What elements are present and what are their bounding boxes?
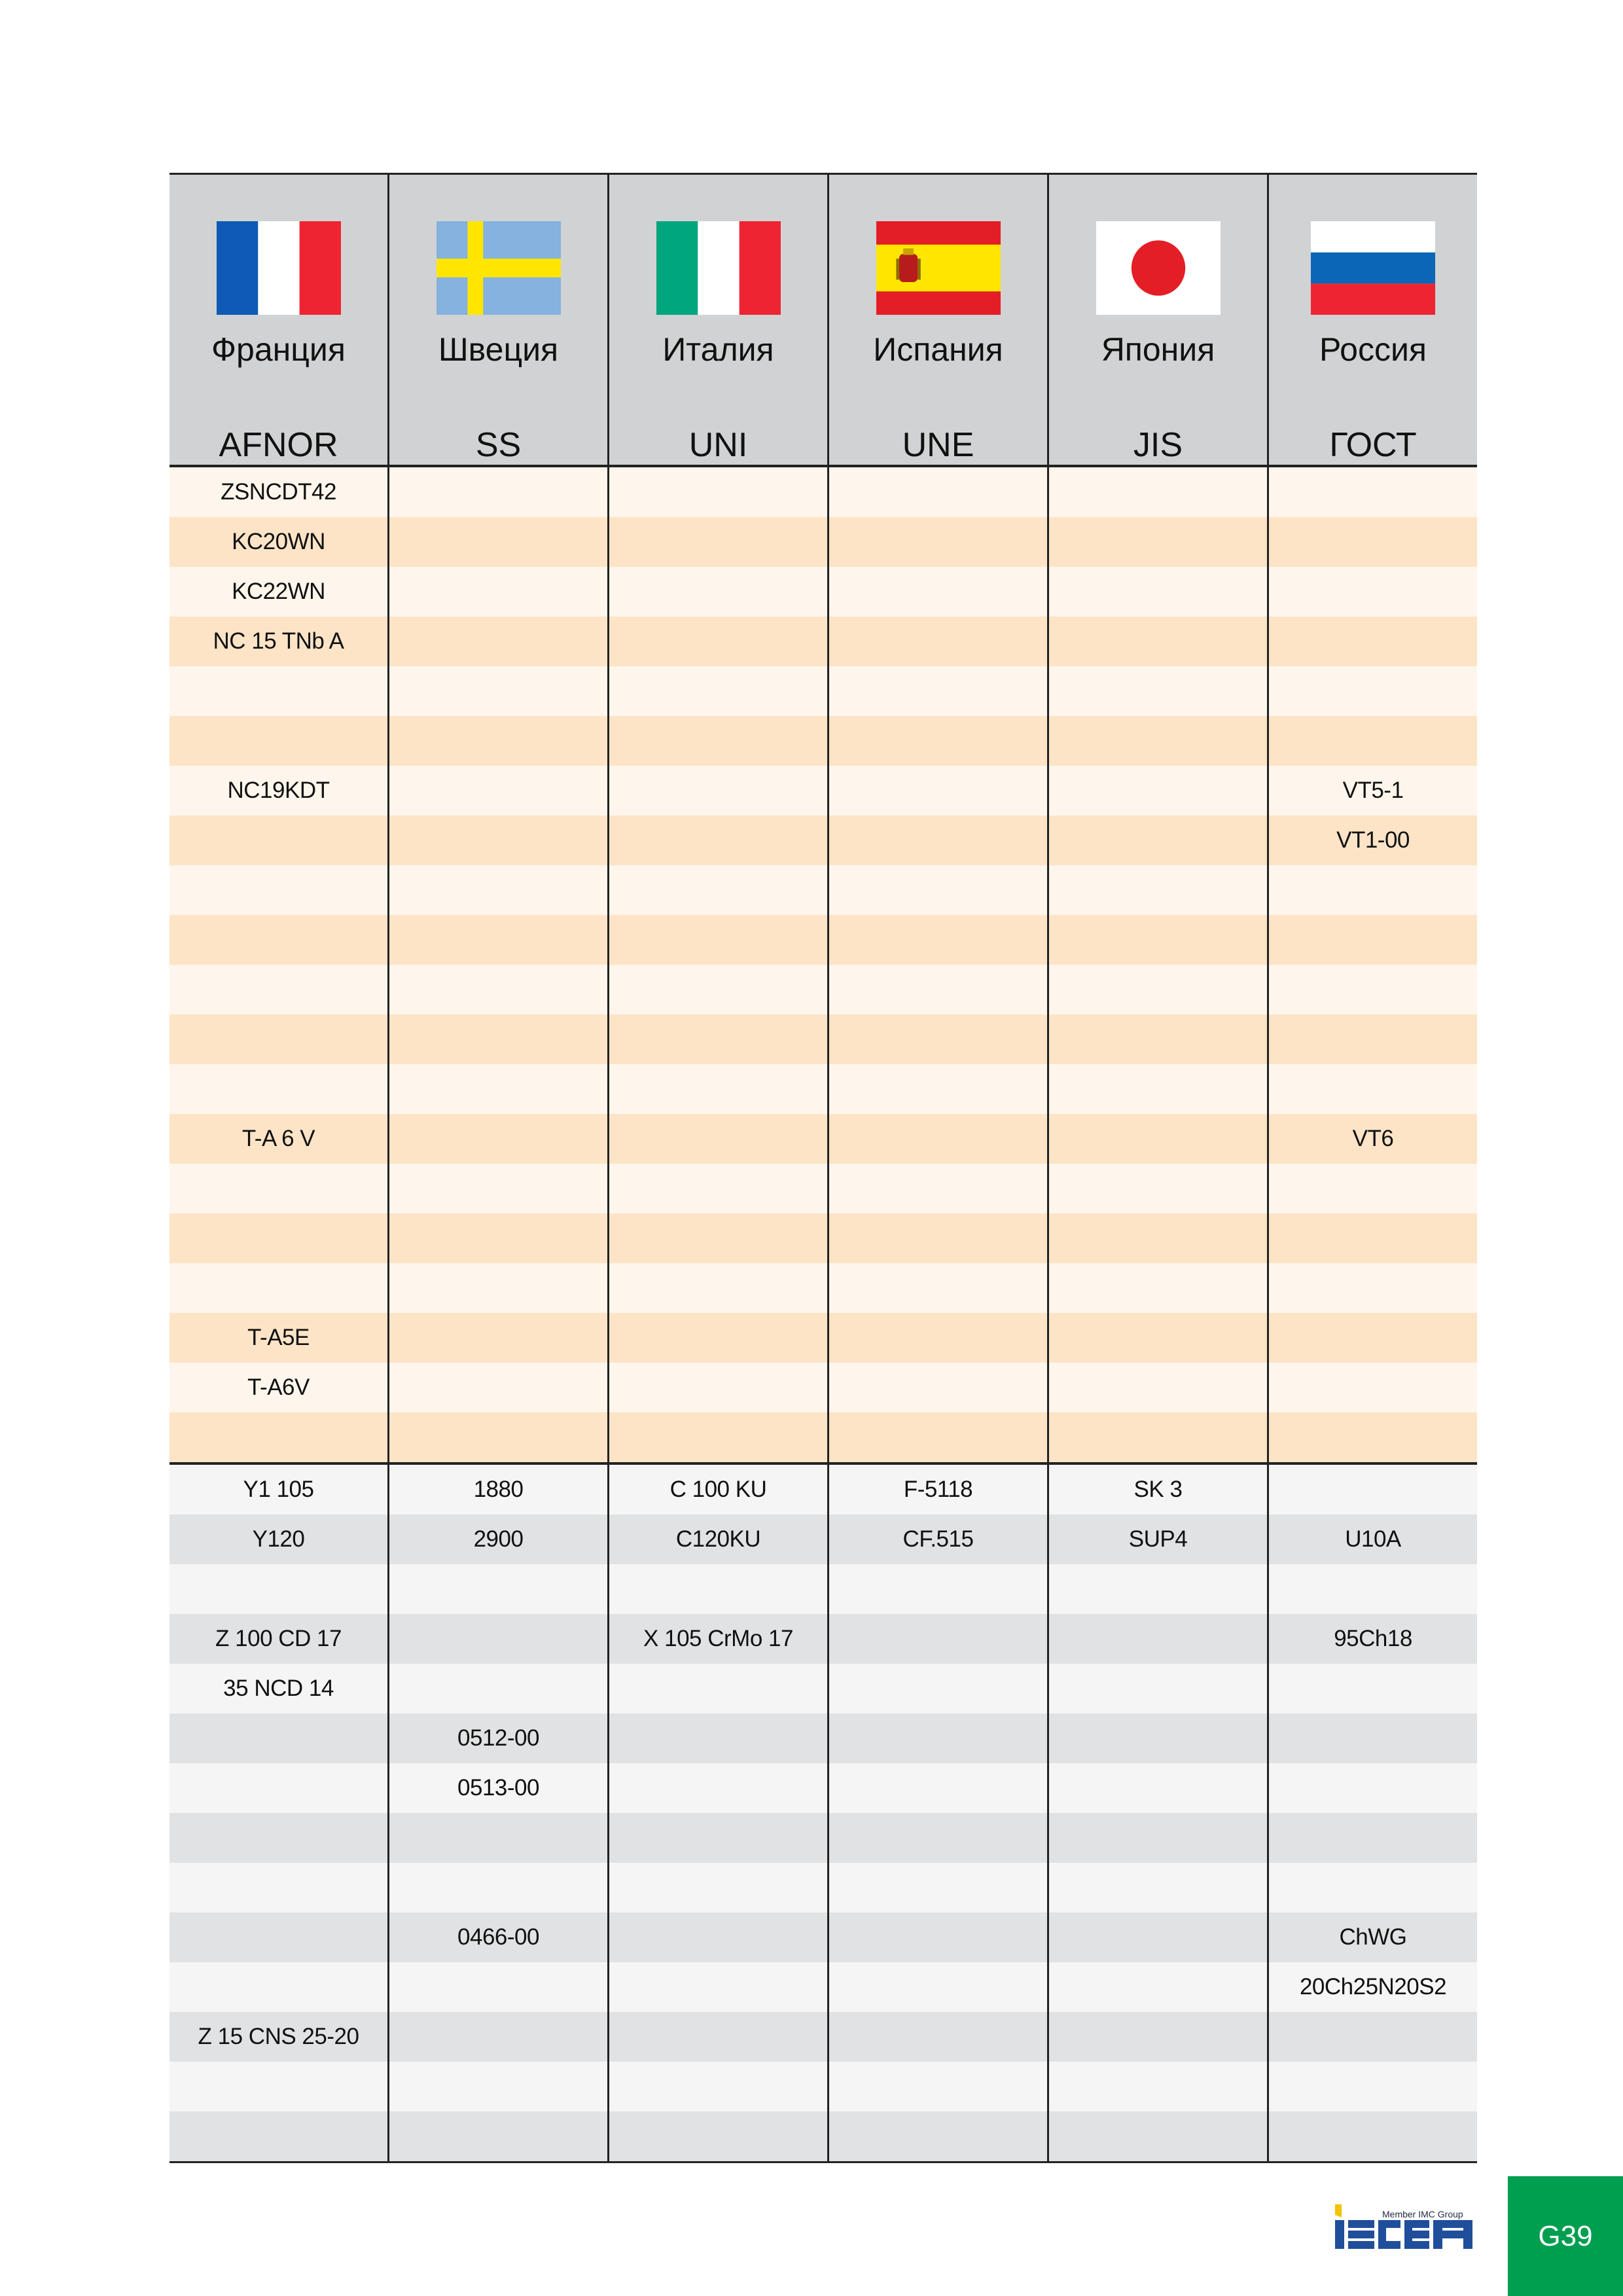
table-cell: [1269, 915, 1477, 965]
table-row: [169, 1713, 1477, 1763]
table-cell: [169, 716, 389, 766]
table-row: [169, 1164, 1477, 1213]
table-cell: [389, 2012, 609, 2062]
table-cell: 35 NCD 14: [169, 1664, 389, 1713]
header-col-france: [169, 175, 389, 465]
table-row: [169, 517, 1477, 567]
table-cell: [169, 1813, 389, 1863]
table-row: [169, 915, 1477, 965]
table-row: [169, 1465, 1477, 1515]
table-cell: U10A: [1345, 1526, 1401, 1552]
table-cell: [829, 965, 1049, 1014]
table-cell: [1269, 467, 1477, 517]
table-cell: [829, 1813, 1049, 1863]
table-cell: [1049, 2012, 1269, 2062]
standard-name: ГОСТ: [1329, 426, 1417, 464]
table-cell: [1049, 1863, 1269, 1912]
table-cell: [609, 2062, 829, 2111]
table-cell: [1049, 467, 1269, 517]
table-cell: [609, 816, 829, 865]
table-row: [169, 467, 1477, 517]
table-cell: [609, 1912, 829, 1962]
spain-flag-icon: [876, 221, 1001, 315]
standard-name: UNI: [688, 426, 748, 464]
table-cell: [389, 1614, 609, 1664]
table-cell: C120KU: [609, 1515, 829, 1564]
table-cell: [169, 1962, 389, 2012]
table-cell: [1049, 1713, 1269, 1763]
table-cell: [1049, 716, 1269, 766]
standard-name: UNE: [902, 426, 974, 464]
table-cell: [829, 1763, 1049, 1813]
table-cell: [609, 467, 829, 517]
table-cell: ZSNCDT42: [169, 467, 389, 517]
table-row: [169, 1912, 1477, 1962]
table-row: [169, 1313, 1477, 1363]
table-cell: [829, 1412, 1049, 1462]
country-name: Италия: [662, 331, 774, 368]
table-cell: [609, 2111, 829, 2161]
table-cell: [829, 915, 1049, 965]
table-cell: [1049, 666, 1269, 716]
table-cell: [1049, 1664, 1269, 1713]
table-cell: [389, 1412, 609, 1462]
table-row: [169, 1564, 1477, 1614]
table-cell: [389, 1114, 609, 1164]
table-cell: Z 100 CD 17: [169, 1614, 389, 1664]
table-cell: [1269, 1664, 1477, 1713]
table-cell: [609, 1114, 829, 1164]
table-cell: Y120: [169, 1515, 389, 1564]
table-cell: [1269, 517, 1477, 567]
table-cell: [389, 1863, 609, 1912]
table-cell: [1049, 1164, 1269, 1213]
table-cell: [389, 1962, 609, 2012]
table-cell: [1049, 567, 1269, 617]
table-cell: [1269, 1863, 1477, 1912]
table-cell: [829, 2062, 1049, 2111]
table-cell: [1049, 1064, 1269, 1114]
table-cell: [1269, 1564, 1477, 1614]
table-cell: VT1-00: [1336, 827, 1410, 853]
table-cell: 0466-00: [389, 1912, 609, 1962]
table-cell: [389, 1213, 609, 1263]
table-cell: [169, 1564, 389, 1614]
table-cell: [169, 816, 389, 865]
table-row: [169, 1813, 1477, 1863]
table-row: [169, 1664, 1477, 1713]
table-cell: [829, 1263, 1049, 1313]
table-cell: [609, 865, 829, 915]
table-cell: [1049, 965, 1269, 1014]
section-heat-resistant-alloys: [169, 467, 1477, 1462]
table-cell: KC20WN: [169, 517, 389, 567]
table-cell: VT6: [1352, 1126, 1394, 1151]
table-cell: [389, 1313, 609, 1363]
table-cell: [169, 2062, 389, 2111]
table-cell: [829, 1064, 1049, 1114]
table-cell: Z 15 CNS 25-20: [169, 2012, 389, 2062]
france-flag-icon: [217, 221, 341, 315]
table-cell: X 105 CrMo 17: [609, 1614, 829, 1664]
table-cell: [169, 1863, 389, 1912]
russia-flag-icon: [1311, 221, 1435, 315]
table-cell: SK 3: [1049, 1465, 1269, 1515]
table-cell: [829, 865, 1049, 915]
table-row: [169, 766, 1477, 816]
table-cell: [389, 965, 609, 1014]
standard-name: AFNOR: [219, 426, 338, 464]
table-cell: [1049, 617, 1269, 666]
table-cell: [609, 1363, 829, 1412]
table-cell: [389, 1564, 609, 1614]
table-cell: [609, 2012, 829, 2062]
table-cell: [829, 1164, 1049, 1213]
table-cell: [829, 2012, 1049, 2062]
table-cell: [169, 666, 389, 716]
table-cell: [609, 1863, 829, 1912]
table-cell: [829, 766, 1049, 816]
table-cell: [609, 1213, 829, 1263]
table-row: [169, 2062, 1477, 2111]
table-cell: [1049, 816, 1269, 865]
country-name: Япония: [1101, 331, 1215, 368]
table-cell: 0513-00: [389, 1763, 609, 1813]
table-cell: [1269, 1465, 1477, 1515]
table-cell: [829, 467, 1049, 517]
table-cell: [1049, 1912, 1269, 1962]
table-cell: [829, 1863, 1049, 1912]
table-cell: [609, 1064, 829, 1114]
table-row: [169, 1263, 1477, 1313]
table-cell: KC22WN: [169, 567, 389, 617]
table-cell: [169, 915, 389, 965]
table-cell: [169, 2111, 389, 2161]
table-cell: [1269, 1014, 1477, 1064]
table-cell: [169, 1164, 389, 1213]
table-cell: [389, 816, 609, 865]
header-col-spain: [829, 175, 1049, 465]
table-cell: T-A 6 V: [169, 1114, 389, 1164]
table-cell: [389, 467, 609, 517]
table-cell: 2900: [389, 1515, 609, 1564]
table-cell: [829, 1912, 1049, 1962]
table-cell: [609, 965, 829, 1014]
table-row: [169, 1363, 1477, 1412]
table-cell: C 100 KU: [609, 1465, 829, 1515]
table-cell: [1269, 716, 1477, 766]
table-cell: [829, 666, 1049, 716]
table-cell: VT5-1: [1342, 778, 1404, 803]
table-cell: [169, 1263, 389, 1313]
table-cell: [609, 617, 829, 666]
table-row: [169, 2012, 1477, 2062]
table-cell: [169, 965, 389, 1014]
table-row: [169, 666, 1477, 716]
logo-wordmark: [1335, 2220, 1472, 2249]
table-row: [169, 1763, 1477, 1813]
country-name: Россия: [1319, 331, 1427, 368]
table-cell: [169, 1412, 389, 1462]
table-cell: T-A5E: [169, 1313, 389, 1363]
table-row: [169, 1014, 1477, 1064]
table-cell: [829, 567, 1049, 617]
table-cell: [829, 1114, 1049, 1164]
table-cell: [389, 915, 609, 965]
country-name: Швеция: [438, 331, 559, 368]
table-cell: NC 15 TNb A: [169, 617, 389, 666]
table-row: [169, 865, 1477, 915]
sweden-flag-icon: [437, 221, 561, 315]
table-cell: [1049, 1213, 1269, 1263]
table-cell: [1049, 1014, 1269, 1064]
table-cell: [1049, 766, 1269, 816]
grades-comparison-table: [169, 173, 1477, 2163]
country-name: Франция: [211, 331, 346, 368]
table-cell: [1049, 1763, 1269, 1813]
table-cell: [609, 1014, 829, 1064]
table-cell: 1880: [389, 1465, 609, 1515]
table-cell: [1269, 1713, 1477, 1763]
table-cell: [1049, 2062, 1269, 2111]
standard-name: SS: [475, 426, 522, 464]
table-cell: [609, 1412, 829, 1462]
table-row: [169, 1962, 1477, 2012]
section-tool-and-spring-steels: [169, 1462, 1477, 2161]
table-row: [169, 1064, 1477, 1114]
table-cell: [829, 816, 1049, 865]
table-row: [169, 1114, 1477, 1164]
table-cell: [609, 567, 829, 617]
table-row: [169, 1213, 1477, 1263]
table-cell: [389, 1263, 609, 1313]
table-cell: [829, 1313, 1049, 1363]
logo-yellow-mark: [1335, 2204, 1342, 2217]
table-cell: [609, 1962, 829, 2012]
table-cell: [389, 1813, 609, 1863]
table-cell: [829, 716, 1049, 766]
table-cell: [1269, 965, 1477, 1014]
table-cell: [1269, 617, 1477, 666]
table-row: [169, 816, 1477, 865]
header-col-italy: [609, 175, 829, 465]
iscar-logo: [1335, 2198, 1472, 2257]
table-cell: [609, 766, 829, 816]
table-cell: [609, 666, 829, 716]
table-cell: [609, 1813, 829, 1863]
table-cell: [1049, 517, 1269, 567]
table-cell: [829, 1213, 1049, 1263]
table-cell: [1269, 1213, 1477, 1263]
table-cell: [389, 1014, 609, 1064]
table-cell: [389, 1664, 609, 1713]
table-cell: SUP4: [1049, 1515, 1269, 1564]
table-header: [169, 175, 1477, 467]
table-cell: [1049, 1263, 1269, 1313]
table-cell: [1269, 2012, 1477, 2062]
table-cell: NC19KDT: [169, 766, 389, 816]
table-cell: [1049, 1412, 1269, 1462]
table-cell: [1269, 1164, 1477, 1213]
table-cell: [1269, 2062, 1477, 2111]
table-cell: [609, 1763, 829, 1813]
table-cell: [1269, 567, 1477, 617]
table-cell: [1049, 1313, 1269, 1363]
table-cell: [1269, 1813, 1477, 1863]
table-cell: [829, 517, 1049, 567]
table-cell: [389, 517, 609, 567]
table-row: [169, 1614, 1477, 1664]
table-cell: [829, 1664, 1049, 1713]
standard-name: JIS: [1133, 426, 1183, 464]
table-cell: [609, 1564, 829, 1614]
table-cell: 95Ch18: [1334, 1626, 1412, 1651]
italy-flag-icon: [656, 221, 781, 315]
table-cell: T-A6V: [169, 1363, 389, 1412]
table-cell: [169, 1912, 389, 1962]
page-number-tab: G39: [1508, 2176, 1623, 2296]
table-cell: [829, 1614, 1049, 1664]
table-cell: [389, 2062, 609, 2111]
table-cell: [1269, 1263, 1477, 1313]
table-cell: [1049, 915, 1269, 965]
table-cell: [169, 865, 389, 915]
table-cell: [1049, 1962, 1269, 2012]
table-cell: [169, 1213, 389, 1263]
table-cell: [169, 1713, 389, 1763]
table-cell: [609, 1664, 829, 1713]
table-cell: CF.515: [829, 1515, 1049, 1564]
table-row: [169, 567, 1477, 617]
table-cell: [829, 1713, 1049, 1763]
table-cell: [389, 666, 609, 716]
table-cell: Y1 105: [169, 1465, 389, 1515]
table-cell: [389, 1064, 609, 1114]
japan-flag-icon: [1096, 221, 1221, 315]
table-cell: F-5118: [829, 1465, 1049, 1515]
table-cell: [1269, 865, 1477, 915]
table-cell: [389, 865, 609, 915]
table-cell: [1269, 1763, 1477, 1813]
table-cell: [829, 1962, 1049, 2012]
header-col-russia: [1269, 175, 1477, 465]
table-cell: [609, 1713, 829, 1763]
table-cell: [389, 567, 609, 617]
table-cell: [609, 716, 829, 766]
table-cell: [1049, 2111, 1269, 2161]
table-cell: [1269, 1412, 1477, 1462]
table-cell: [169, 1014, 389, 1064]
table-cell: [1269, 1313, 1477, 1363]
table-cell: [1269, 2111, 1477, 2161]
table-cell: [389, 1164, 609, 1213]
table-cell: [829, 1363, 1049, 1412]
table-row: [169, 617, 1477, 666]
table-row: [169, 2111, 1477, 2161]
table-cell: [1049, 865, 1269, 915]
logo-caption: Member IMC Group: [1382, 2209, 1463, 2219]
table-cell: [389, 617, 609, 666]
table-cell: [1269, 1064, 1477, 1114]
table-cell: [609, 517, 829, 567]
table-cell: [829, 1564, 1049, 1614]
table-cell: [389, 716, 609, 766]
table-cell: [1049, 1564, 1269, 1614]
table-cell: [1049, 1813, 1269, 1863]
table-cell: [389, 1363, 609, 1412]
table-row: [169, 1412, 1477, 1462]
header-col-sweden: [389, 175, 609, 465]
table-row: [169, 1515, 1477, 1564]
table-cell: [1269, 1363, 1477, 1412]
table-cell: [829, 2111, 1049, 2161]
table-row: [169, 965, 1477, 1014]
table-row: [169, 1863, 1477, 1912]
table-cell: [169, 1763, 389, 1813]
table-cell: [829, 617, 1049, 666]
header-col-japan: [1049, 175, 1269, 465]
table-cell: [829, 1014, 1049, 1064]
table-cell: 20Ch25N20S2: [1299, 1974, 1447, 2000]
table-cell: [609, 1313, 829, 1363]
table-cell: [1269, 666, 1477, 716]
table-cell: [1049, 1114, 1269, 1164]
table-cell: [1049, 1614, 1269, 1664]
table-cell: ChWG: [1339, 1924, 1407, 1950]
table-cell: [609, 1263, 829, 1313]
table-cell: [169, 1064, 389, 1114]
table-cell: [609, 915, 829, 965]
table-cell: [609, 1164, 829, 1213]
table-cell: [1049, 1363, 1269, 1412]
table-cell: 0512-00: [389, 1713, 609, 1763]
table-cell: [389, 766, 609, 816]
table-cell: [389, 2111, 609, 2161]
table-row: [169, 716, 1477, 766]
country-name: Испания: [873, 331, 1003, 368]
